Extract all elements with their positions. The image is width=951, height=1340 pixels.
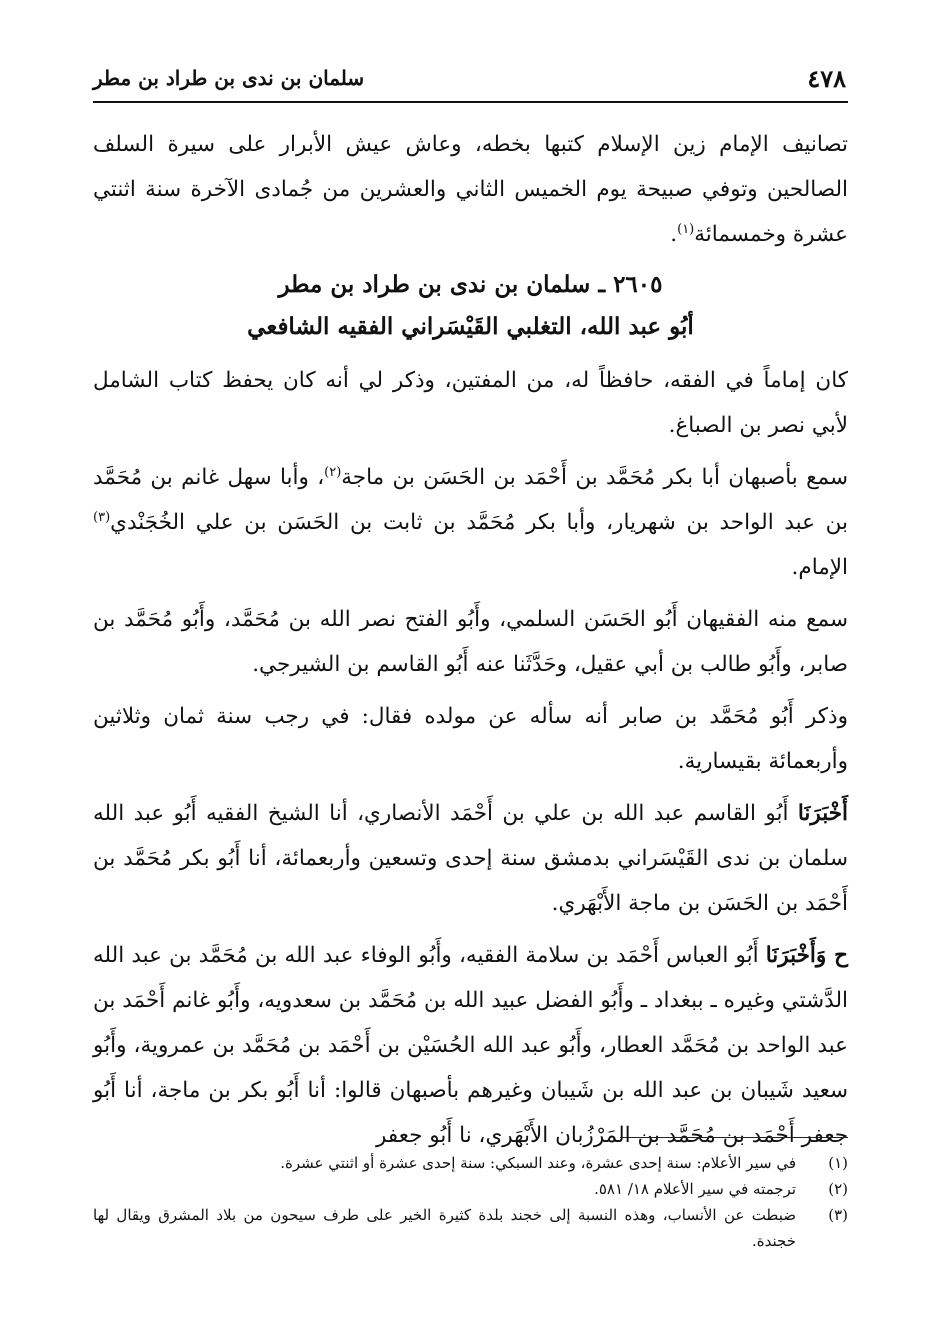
footnote-ref-2[interactable]: (٢) — [324, 464, 342, 480]
page-number: ٤٧٨ — [807, 64, 846, 93]
footnote-text: ضبطت عن الأنساب، وهذه النسبة إلى خجند بلدة كثيرة الخير على طرف سيحون من بلاد المشرق ويقال لها خجندة. — [93, 1206, 796, 1250]
entry-title: ٢٦٠٥ ـ سلمان بن ندى بن طراد بن مطر — [278, 271, 663, 298]
entry-subtitle: أبُو عبد الله، التغلبي القَيْسَراني الفقيه الشافعي — [247, 313, 694, 340]
paragraph-continuation — [93, 122, 848, 257]
footnote-rule — [620, 1137, 848, 1138]
isnad-lead: أَخْبَرَنَا — [797, 801, 848, 826]
footnote-text: ترجمته في سير الأعلام ١٨/ ٥٨١. — [594, 1180, 796, 1198]
footnote-text: في سير الأعلام: سنة إحدى عشرة، وعند السبكي: سنة إحدى عشرة أو اثنتي عشرة. — [280, 1154, 796, 1172]
footnote-number: (١) — [828, 1154, 848, 1172]
page-header — [93, 60, 848, 100]
footnotes — [93, 1150, 848, 1254]
paragraph-isnad-2 — [93, 933, 848, 1158]
footnote-number: (٢) — [828, 1180, 848, 1198]
paragraph-text: تصانيف الإمام زين الإسلام كتبها بخطه، وعاش عيش الأبرار على سيرة السلف الصالحين وتوفي صبيحة يوم الخميس الثاني والعشرين من جُمادى الآخرة سنة اثنتي عشرة وخمسمائة — [93, 132, 848, 247]
footnote-3 — [93, 1202, 848, 1254]
footnote-1 — [93, 1150, 848, 1176]
paragraph-text: أَبُو العباس أَحْمَد بن سلامة الفقيه، وأَبُو الوفاء عبد الله بن مُحَمَّد بن عبد الله الدَّشتي وغيره ـ ببغداد ـ وأَبُو الفضل عبيد الله بن مُحَمَّد بن سعدويه، وأَبُو غانم أَحْمَد بن عبد الواحد بن مُحَمَّد العطار، وأَبُو عبد الله الحُسَيْن بن أَحْمَد بن مُحَمَّد بن عمروية، وأَبُو سعيد شَيبان بن عبد الله بن شَيبان وغيرهم بأصبهان قالوا: أنا أَبُو بكر بن ماجة، أنا أَبُو جعفر أَحْمَد بن مُحَمَّد بن المَرْزُبان الأَبْهَري، نا أَبُو جعفر — [93, 943, 848, 1148]
main-text — [93, 122, 848, 1165]
paragraph-birth: وذكر أَبُو مُحَمَّد بن صابر أنه سأله عن مولده فقال: في رجب سنة ثمان وثلاثين وأربعمائة بقيسارية. — [93, 704, 848, 774]
paragraph-text: ، وأبا سهل غانم بن مُحَمَّد بن عبد الواحد بن شهريار، وأبا بكر مُحَمَّد بن ثابت بن الحَسَن بن علي الخُجَنْدي — [93, 465, 848, 535]
footnote-ref-3[interactable]: (٣) — [93, 509, 111, 525]
paragraph-text: الإمام. — [791, 555, 848, 580]
paragraph-isnad-1 — [93, 791, 848, 926]
paragraph-end: . — [670, 222, 678, 247]
paragraph-text: سمع بأصبهان أبا بكر مُحَمَّد بن أَحْمَد بن الحَسَن بن ماجة — [341, 465, 848, 490]
footnote-ref-1[interactable]: (١) — [677, 221, 695, 237]
paragraph-text: أَبُو القاسم عبد الله بن علي بن أَحْمَد الأنصاري، أنا الشيخ الفقيه أَبُو عبد الله سلمان بن ندى القَيْسَراني بدمشق سنة إحدى وتسعين وأربعمائة، أنا أَبُو بكر مُحَمَّد بن أَحْمَد بن الحَسَن بن ماجة الأَبْهَري. — [93, 801, 848, 916]
footnote-number: (٣) — [828, 1206, 848, 1224]
running-title: سلمان بن ندى بن طراد بن مطر — [93, 66, 365, 90]
isnad-lead: ح وَأَخْبَرَنَا — [765, 943, 848, 968]
footnote-2 — [93, 1176, 848, 1202]
paragraph-bio: كان إماماً في الفقه، حافظاً له، من المفتين، وذكر لي أنه كان يحفظ كتاب الشامل لأبي نصر بن الصباغ. — [93, 368, 848, 438]
header-rule — [93, 101, 848, 103]
paragraph-teachers — [93, 455, 848, 590]
paragraph-students: سمع منه الفقيهان أَبُو الحَسَن السلمي، وأَبُو الفتح نصر الله بن مُحَمَّد، وأَبُو مُحَمَّد بن صابر، وأَبُو طالب بن أبي عقيل، وحَدَّثَنا عنه أَبُو القاسم بن الشيرجي. — [93, 607, 848, 677]
